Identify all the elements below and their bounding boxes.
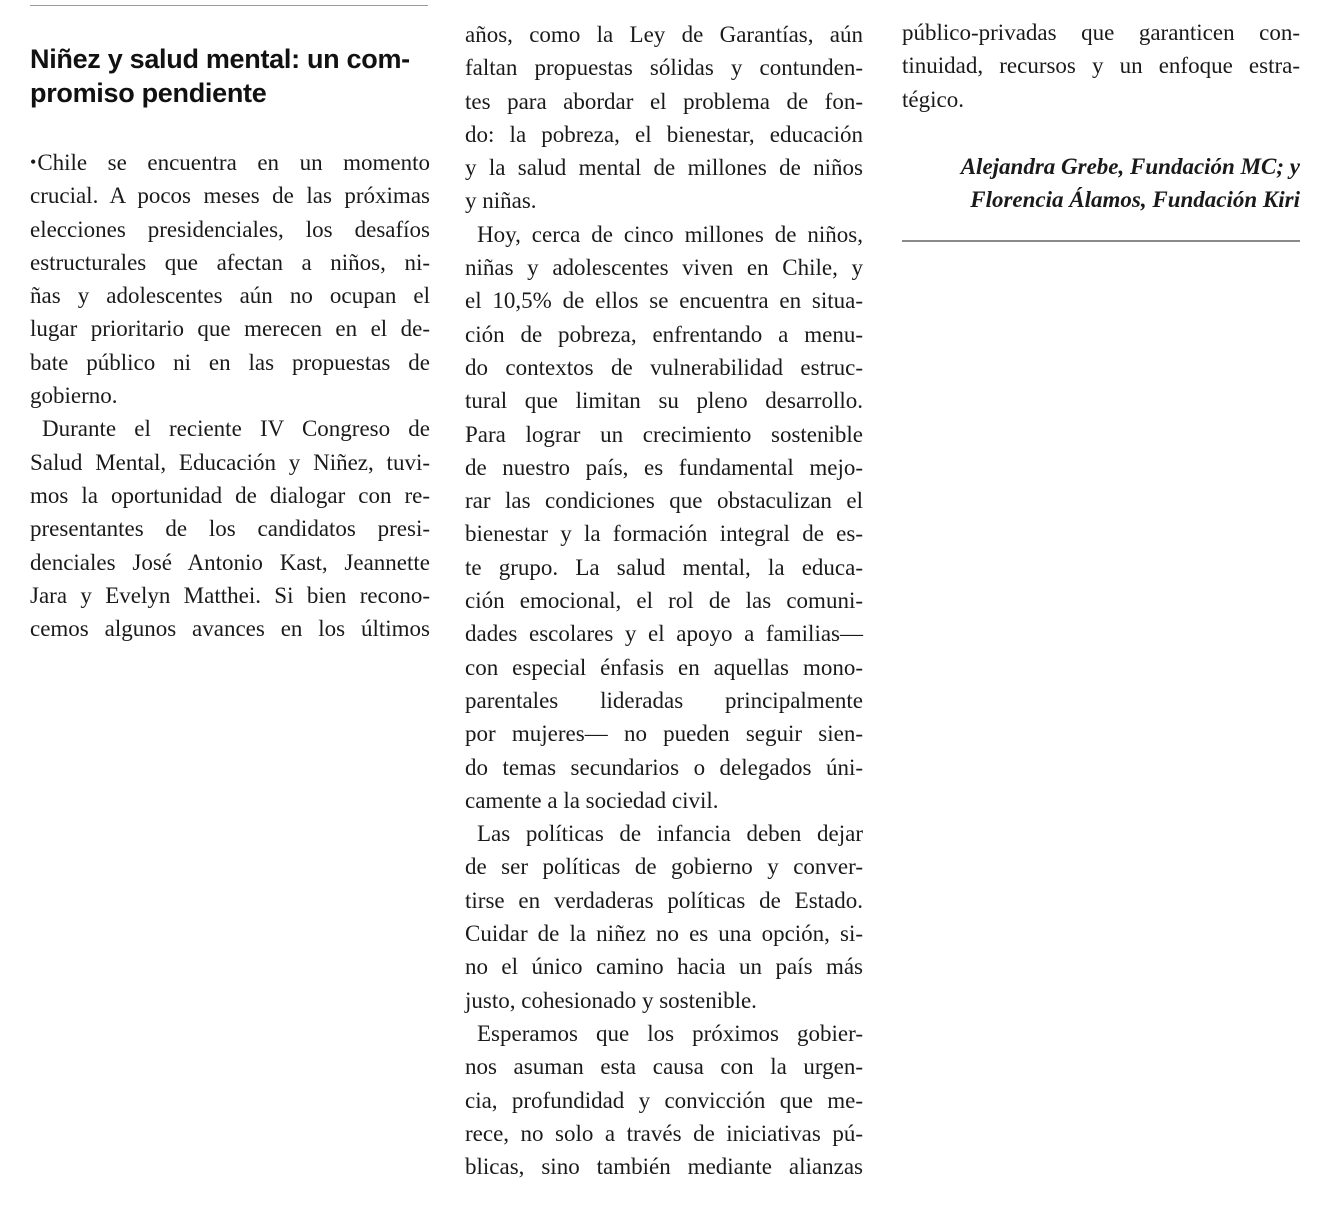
paragraph-line: Las políticas de infancia deben dejar — [477, 821, 863, 847]
paragraph-line: Para lograr un crecimiento sostenible — [465, 421, 863, 447]
paragraph-line: Durante el reciente IV Congreso de — [42, 416, 430, 442]
signature-line: Alejandra Grebe, Fundación MC; y — [960, 154, 1300, 179]
paragraph-line: cia, profundidad y convicción que me- — [465, 1087, 863, 1113]
paragraph-line: tégico. — [902, 86, 964, 112]
paragraph-line: por mujeres— no pueden seguir sien- — [465, 721, 863, 747]
paragraph-line: con especial énfasis en aquellas mono- — [465, 654, 863, 680]
headline-line: Niñez y salud mental: un com- — [30, 44, 410, 74]
paragraph-line: do: la pobreza, el bienestar, educación — [465, 121, 863, 147]
paragraph-line: denciales José Antonio Kast, Jeannette — [30, 549, 430, 575]
paragraph-text: Chile se encuentra en un momento — [37, 150, 430, 175]
column-3 — [902, 16, 1300, 116]
paragraph-line: elecciones presidenciales, los desafíos — [30, 216, 430, 242]
paragraph-line: blicas, sino también mediante alianzas — [465, 1154, 863, 1180]
paragraph-line: y la salud mental de millones de niños — [465, 155, 863, 181]
paragraph-line: estructurales que afectan a niños, ni- — [30, 249, 430, 275]
paragraph-line: nos asuman esta causa con la urgen- — [465, 1054, 863, 1080]
paragraph-line: de ser políticas de gobierno y conver- — [465, 854, 863, 880]
paragraph-line: te grupo. La salud mental, la educa- — [465, 554, 863, 580]
paragraph-line — [30, 146, 430, 179]
signature-line: Florencia Álamos, Fundación Kiri — [970, 187, 1300, 212]
paragraph-line: tural que limitan su pleno desarrollo. — [465, 388, 863, 414]
signature — [961, 150, 1300, 216]
paragraph-line: niñas y adolescentes viven en Chile, y — [465, 255, 863, 281]
paragraph-line: el 10,5% de ellos se encuentra en situa- — [465, 288, 863, 314]
paragraph-line: no el único camino hacia un país más — [465, 954, 863, 980]
paragraph-line: años, como la Ley de Garantías, aún — [465, 22, 863, 47]
paragraph-line: gobierno. — [30, 383, 118, 409]
paragraph-line: de nuestro país, es fundamental mejo- — [465, 454, 863, 480]
headline-line: promiso pendiente — [30, 78, 267, 108]
headline — [30, 42, 430, 110]
paragraph-line: tinuidad, recursos y un enfoque estra- — [902, 53, 1300, 79]
column-2 — [465, 18, 863, 1183]
paragraph-line: Cuidar de la niñez no es una opción, si- — [465, 921, 863, 947]
paragraph-line: rece, no solo a través de iniciativas pú- — [465, 1120, 863, 1146]
paragraph-line: parentales lideradas principalmente — [465, 687, 863, 713]
bullet-icon: • — [30, 152, 37, 172]
paragraph-line: camente a la sociedad civil. — [465, 787, 719, 813]
paragraph-line: crucial. A pocos meses de las próximas — [30, 183, 430, 209]
paragraph-line: público-privadas que garanticen con- — [902, 20, 1300, 45]
paragraph-line: Salud Mental, Educación y Niñez, tuvi- — [30, 449, 430, 475]
paragraph-line: ción emocional, el rol de las comuni- — [465, 588, 863, 614]
column-1 — [30, 146, 430, 645]
paragraph-line: faltan propuestas sólidas y contunden- — [465, 55, 863, 81]
paragraph-line: justo, cohesionado y sostenible. — [465, 987, 757, 1013]
paragraph-line: mos la oportunidad de dialogar con re- — [30, 482, 430, 508]
paragraph-line: cemos algunos avances en los últimos — [30, 616, 430, 642]
paragraph-line: y niñas. — [465, 188, 537, 214]
paragraph-line: tirse en verdaderas políticas de Estado. — [465, 887, 863, 913]
paragraph-line: ñas y adolescentes aún no ocupan el — [30, 283, 430, 309]
paragraph-line: do temas secundarios o delegados úni- — [465, 754, 863, 780]
paragraph-line: dades escolares y el apoyo a familias— — [465, 621, 863, 647]
paragraph-line: presentantes de los candidatos presi- — [30, 516, 430, 542]
paragraph-line: lugar prioritario que merecen en el de- — [30, 316, 430, 342]
paragraph-line: Esperamos que los próximos gobier- — [477, 1020, 863, 1046]
paragraph-line: do contextos de vulnerabilidad estruc- — [465, 354, 863, 380]
paragraph-line: rar las condiciones que obstaculizan el — [465, 488, 863, 514]
paragraph-line: tes para abordar el problema de fon- — [465, 88, 863, 114]
paragraph-line: ción de pobreza, enfrentando a menu- — [465, 321, 863, 347]
paragraph-line: Jara y Evelyn Matthei. Si bien recono- — [30, 582, 430, 608]
paragraph-line: Hoy, cerca de cinco millones de niños, — [477, 221, 863, 247]
paragraph-line: bienestar y la formación integral de es- — [465, 521, 863, 547]
end-rule — [902, 240, 1300, 242]
paragraph-line: bate público ni en las propuestas de — [30, 349, 430, 375]
top-rule — [30, 5, 428, 6]
